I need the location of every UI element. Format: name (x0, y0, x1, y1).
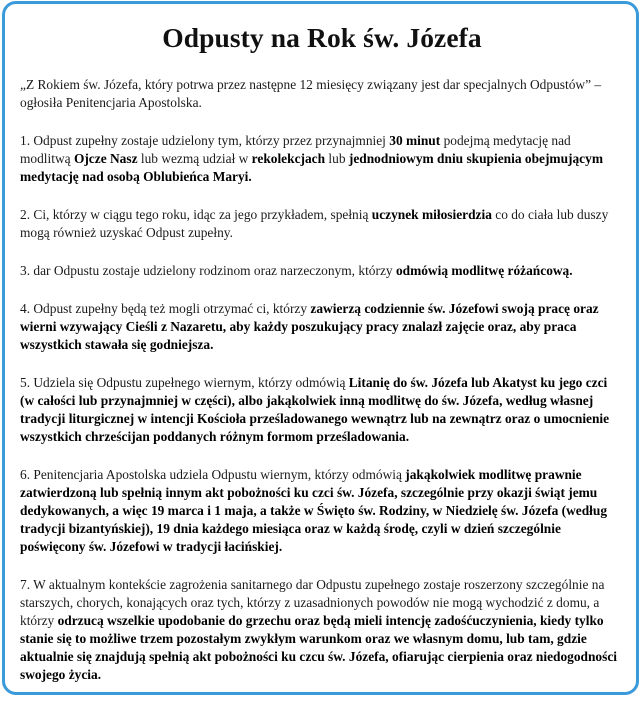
indulgence-paragraph-1 (20, 132, 624, 186)
text-run: 4. Odpust zupełny będą też mogli otrzymać ci, którzy (20, 301, 311, 316)
indulgence-paragraph-6 (20, 466, 624, 556)
indulgence-paragraph-7 (20, 576, 624, 684)
text-run: lub (325, 151, 349, 166)
document-body (20, 12, 624, 704)
text-run: co do ciała lub duszy mogą również uzyskać Odpust zupełny. (20, 207, 609, 240)
text-run: 6. Penitencjaria Apostolska udziela Odpustu wiernym, którzy odmówią (20, 467, 406, 482)
bold-text-run: jednodniowym dniu skupienia obejmującym medytację nad osobą Oblubieńca Maryi. (20, 151, 603, 184)
bold-text-run: Ojcze Nasz (73, 151, 138, 166)
page-title: Odpusty na Rok św. Józefa (162, 22, 482, 53)
text-run: 1. Odpust zupełny zostaje udzielony tym, którzy przez przynajmniej (20, 133, 390, 148)
text-run: 5. Udziela się Odpustu zupełnego wiernym, którzy odmówią (20, 375, 349, 390)
text-run: podejmą medytację nad modlitwą (20, 133, 571, 166)
text-run: 2. Ci, którzy w ciągu tego roku, idąc za jego przykładem, spełnią (20, 207, 372, 222)
bold-text-run: zawierzą codziennie św. Józefowi swoją pracę oraz wierni wzywający Cieśli z Nazaretu, aby każdy poszukujący pracy znalazł zajęcie oraz, aby praca wszystkich stawała się godniejsza. (20, 301, 599, 352)
document-frame (2, 1, 639, 695)
bold-text-run: uczynek miłosierdzia (371, 207, 492, 222)
indulgence-paragraph-5 (20, 374, 624, 446)
indulgence-list (20, 132, 624, 684)
text-run: 7. W aktualnym kontekście zagrożenia sanitarnego dar Odpustu zupełnego zostaje roszerzony szczególnie na starszych, chorych, konających oraz tych, którzy z uzasadnionych powodów nie mogą wychodzić z domu, a którzy (20, 577, 605, 628)
indulgence-paragraph-2 (20, 206, 624, 242)
text-run: lub wezmą udział w (137, 151, 252, 166)
bold-text-run: odmówią modlitwę różańcową. (395, 263, 573, 278)
bold-text-run: jakąkolwiek modlitwę prawnie zatwierdzoną lub spełnią innym akt pobożności ku czci św. Józefa, szczególnie przy okazji świąt jemu dedykowanych, a więc 19 marca i 1 maja, a także w Święto św. Rodziny, w Niedzielę św. Józefa (według tradycji bizantyńskiej), 19 dnia każdego miesiąca oraz w każdą środę, czyli w dzień szczególnie poświęcony św. Józefowi w tradycji łacińskiej. (20, 467, 608, 554)
indulgence-paragraph-4 (20, 300, 624, 354)
intro-paragraph: „Z Rokiem św. Józefa, który potrwa przez następne 12 miesięcy związany jest dar specjalnych Odpustów” – ogłosiła Penitencjaria Apostolska. (20, 77, 602, 110)
indulgence-paragraph-3 (20, 262, 624, 280)
text-run: 3. dar Odpustu zostaje udzielony rodzinom oraz narzeczonym, którzy (20, 263, 396, 278)
bold-text-run: odrzucą wszelkie upodobanie do grzechu oraz będą mieli intencję zadośćuczynienia, kiedy tylko stanie się to możliwe trzem pozostałym zwykłym warunkom oraz we własnym domu, lub tam, gdzie aktualnie się znajdują spełnią akt pobożności ku czcu św. Józefa, ofiarując cierpienia oraz niedogodności swojego życia. (20, 613, 618, 682)
bold-text-run: 30 minut (389, 133, 441, 148)
bold-text-run: rekolekcjach (251, 151, 326, 166)
bold-text-run: Litanię do św. Józefa lub Akatyst ku jego czci (w całości lub przynajmniej w części), albo jakąkolwiek inną modlitwę do św. Józefa, według własnej tradycji liturgicznej w intencji Kościoła prześladowanego wewnątrz lub na zewnątrz oraz o umocnienie wszystkich chrześcijan poddanych różnym formom prześladowania. (20, 375, 610, 444)
